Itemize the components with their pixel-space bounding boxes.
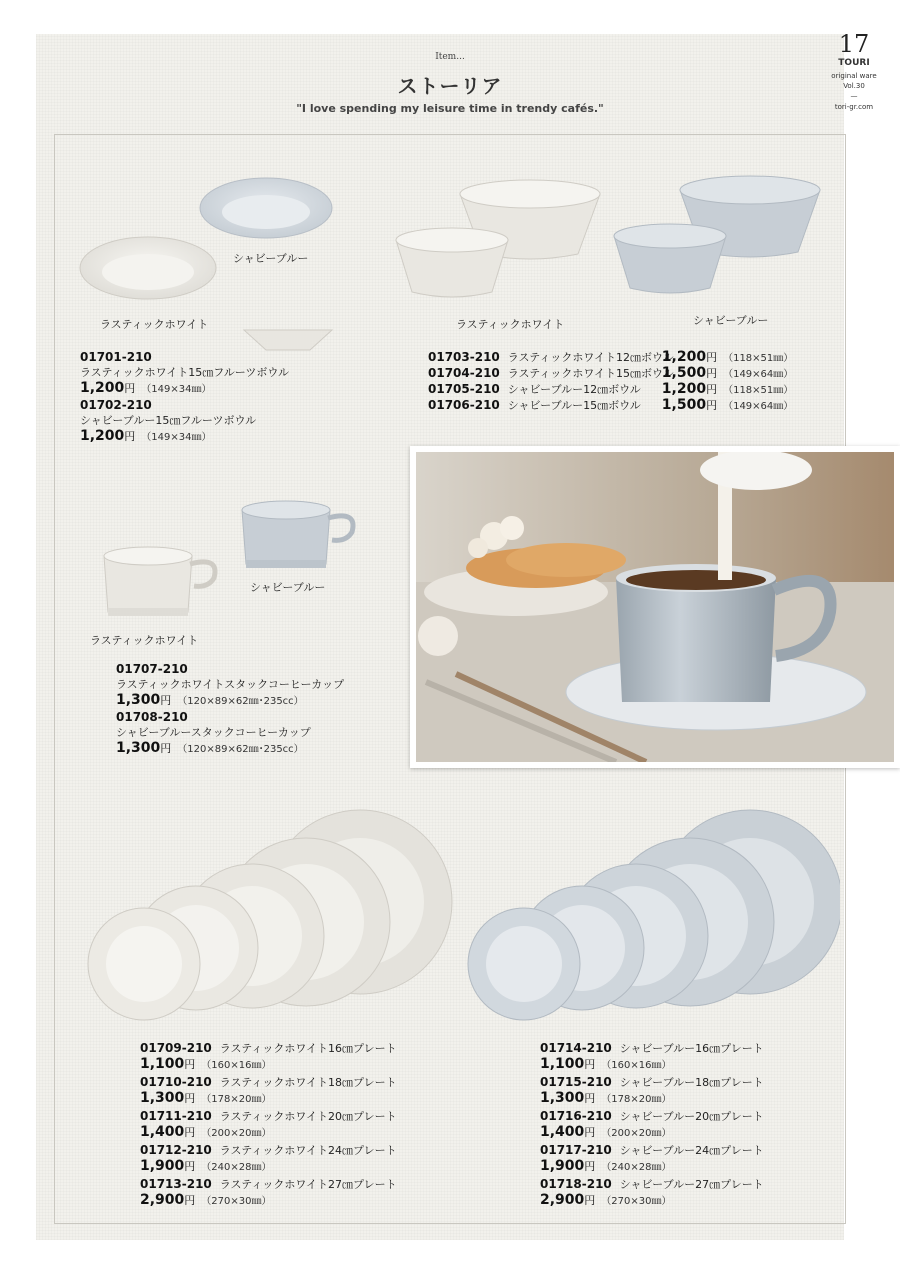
spec-block: 01714-210 シャビーブルー16㎝プレート 1,100円 （160×16㎜）	[540, 1041, 764, 1072]
brand-name: TOURI	[838, 58, 870, 68]
plates-blue-illustration	[460, 796, 840, 1032]
product-name: シャビーブルー15㎝フルーツボウル	[80, 414, 257, 427]
volume-line: Vol.30	[843, 82, 865, 90]
label-cup-blue: シャビーブルー	[250, 581, 326, 594]
product-name: ラスティックホワイト15㎝フルーツボウル	[80, 366, 290, 379]
bowl-white-small	[396, 228, 508, 297]
product-price: 1,300円 （178×20㎜）	[540, 1090, 672, 1106]
cup-white	[104, 547, 215, 616]
bowl-blue-small	[614, 224, 726, 293]
spec-row: 01704-210 ラスティックホワイト15㎝ボウル 1,500円 （149×64㎜）	[428, 365, 794, 381]
lifestyle-photo	[410, 446, 900, 768]
side-divider: —	[850, 92, 858, 100]
plate-white-16	[88, 908, 200, 1020]
label-bowl-white: ラスティックホワイト	[456, 318, 565, 331]
product-price: 1,200円 （149×34㎜）	[80, 380, 212, 396]
product-price: 1,500円 （149×64㎜）	[661, 397, 794, 413]
spec-block: 01718-210 シャビーブルー27㎝プレート 2,900円 （270×30㎜）	[540, 1177, 764, 1208]
spec-block: 01716-210 シャビーブルー20㎝プレート 1,400円 （200×20㎜）	[540, 1109, 764, 1140]
product-price: 1,300円 （120×89×62㎜･235cc）	[116, 692, 304, 708]
plates-white-illustration	[80, 796, 460, 1032]
bowl-illustrations	[390, 172, 830, 312]
label-cup-white: ラスティックホワイト	[90, 634, 199, 647]
spec-row: 01703-210 ラスティックホワイト12㎝ボウル 1,200円 （118×51㎜）	[428, 349, 794, 365]
product-code: 01707-210	[116, 662, 188, 676]
bowl-specs	[428, 350, 793, 414]
product-price: 1,500円 （149×64㎜）	[661, 365, 794, 381]
label-fruit-blue: シャビーブルー	[233, 252, 309, 265]
product-code: 01708-210	[116, 710, 188, 724]
product-price: 1,900円 （240×28㎜）	[140, 1158, 272, 1174]
product-price: 1,100円 （160×16㎜）	[540, 1056, 672, 1072]
spec-block: 01710-210 ラスティックホワイト18㎝プレート 1,300円 （178×20㎜）	[140, 1075, 397, 1106]
coffee-scene-image	[416, 452, 894, 762]
product-price: 1,400円 （200×20㎜）	[540, 1124, 672, 1140]
product-price: 1,200円 （118×51㎜）	[661, 381, 794, 397]
spec-block: 01713-210 ラスティックホワイト27㎝プレート 2,900円 （270×30㎜）	[140, 1177, 397, 1208]
product-price: 1,300円 （178×20㎜）	[140, 1090, 272, 1106]
product-price: 2,900円 （270×30㎜）	[140, 1192, 272, 1208]
label-fruit-white: ラスティックホワイト	[100, 318, 209, 331]
page-number: 17	[838, 30, 870, 58]
product-name: シャビーブルースタックコーヒーカップ	[116, 726, 311, 739]
product-name: ラスティックホワイトスタックコーヒーカップ	[116, 678, 345, 691]
cup-specs	[116, 662, 344, 756]
fruit-bowl-white	[80, 237, 216, 299]
product-price: 1,200円 （149×34㎜）	[80, 428, 212, 444]
spec-row: 01706-210 シャビーブルー15㎝ボウル 1,500円 （149×64㎜）	[428, 397, 794, 413]
cup-blue	[242, 501, 353, 568]
product-price: 1,100円 （160×16㎜）	[140, 1056, 272, 1072]
product-price: 1,200円 （118×51㎜）	[661, 349, 794, 365]
catalog-line: original ware	[831, 72, 877, 80]
item-label: Item...	[435, 52, 465, 62]
plates-blue-specs	[540, 1040, 764, 1210]
product-code: 01701-210	[80, 350, 152, 364]
spec-block: 01712-210 ラスティックホワイト24㎝プレート 1,900円 （240×28㎜）	[140, 1143, 397, 1174]
spec-row: 01705-210 シャビーブルー12㎝ボウル 1,200円 （118×51㎜）	[428, 381, 794, 397]
plate-blue-16	[468, 908, 580, 1020]
page-subtitle: "I love spending my leisure time in trendy cafés."	[296, 102, 604, 115]
plates-white-specs	[140, 1040, 397, 1210]
page-title: ストーリア	[397, 74, 503, 98]
website-url: tori-gr.com	[834, 103, 874, 111]
cup-illustrations	[96, 490, 366, 630]
product-price: 1,400円 （200×20㎜）	[140, 1124, 272, 1140]
spec-block: 01717-210 シャビーブルー24㎝プレート 1,900円 （240×28㎜）	[540, 1143, 764, 1174]
fruit-bowl-blue	[200, 178, 332, 238]
product-price: 1,300円 （120×89×62㎜･235cc）	[116, 740, 304, 756]
spec-block: 01711-210 ラスティックホワイト20㎝プレート 1,400円 （200×20㎜）	[140, 1109, 397, 1140]
product-code: 01702-210	[80, 398, 152, 412]
fruit-bowl-specs	[80, 350, 289, 444]
product-price: 1,900円 （240×28㎜）	[540, 1158, 672, 1174]
spec-block: 01715-210 シャビーブルー18㎝プレート 1,300円 （178×20㎜）	[540, 1075, 764, 1106]
product-price: 2,900円 （270×30㎜）	[540, 1192, 672, 1208]
spec-block: 01709-210 ラスティックホワイト16㎝プレート 1,100円 （160×16㎜）	[140, 1041, 397, 1072]
label-bowl-blue: シャビーブルー	[693, 314, 769, 327]
fruit-bowl-side-view	[244, 330, 332, 350]
